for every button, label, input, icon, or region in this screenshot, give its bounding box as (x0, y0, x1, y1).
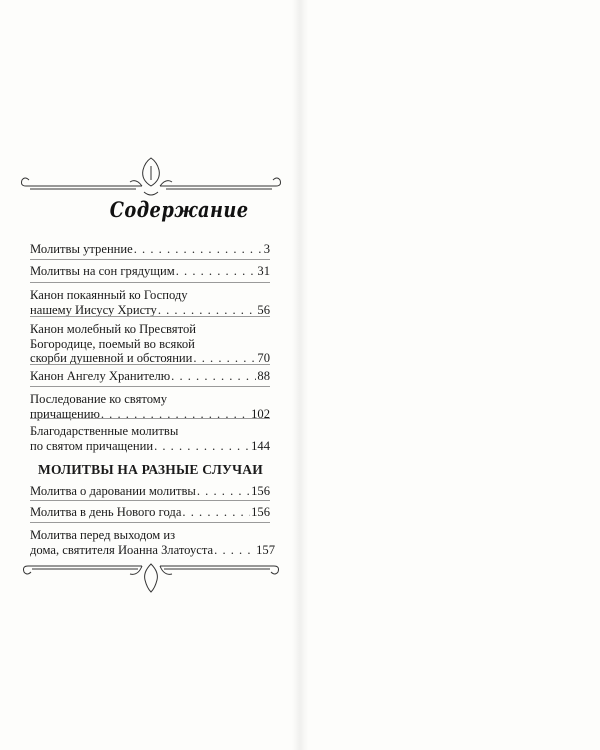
page-ref: 88 (257, 369, 270, 383)
page-ref: 70 (257, 351, 270, 365)
bottom-ornament-left (20, 560, 282, 600)
toc-entry: Канон покаянный ко Господу нашему Иисусу Христу . . . 56 (30, 288, 270, 317)
entry-divider (30, 282, 270, 283)
page-ref: 144 (251, 438, 270, 453)
entry-divider (30, 500, 270, 501)
page-ref: 157 (256, 542, 275, 557)
page-ref: 3 (263, 242, 270, 256)
entry-divider (30, 386, 270, 387)
toc-entry: Последование ко святому причащению . . . 102 (30, 392, 270, 421)
entry-divider (30, 364, 270, 365)
page-ref: 102 (251, 406, 270, 421)
toc-entry: Молитвы утренние . . . 3 (30, 242, 270, 257)
dot-leader (197, 484, 250, 499)
dot-leader (158, 303, 257, 318)
dot-leader (154, 439, 250, 454)
entry-divider (30, 418, 270, 419)
toc-entry: Молитвы на сон грядущим . . . 31 (30, 264, 270, 279)
toc-entry: Молитва о даровании молитвы . . . 156 (30, 484, 270, 499)
page-ref: 156 (251, 505, 270, 519)
entry-divider (30, 259, 270, 260)
dot-leader (134, 242, 263, 257)
toc-entry: Молитва в день Нового года . . . 156 (30, 505, 270, 520)
toc-entry: Благодарственные молитвы по святом причащении . . . 144 (30, 424, 270, 453)
page-ref: 31 (257, 264, 270, 278)
dot-leader (214, 543, 255, 558)
toc-entry: Канон Ангелу Хранителю . . . 88 (30, 369, 270, 384)
top-ornament-left (20, 156, 282, 200)
section-title: МОЛИТВЫ НА РАЗНЫЕ СЛУЧАИ (38, 462, 263, 477)
page-ref: 56 (257, 302, 270, 317)
toc-entry: Канон молебный ко Пресвятой Богородице, поемый во всякой скорби душевной и обстоянии . . . 70 (30, 322, 270, 366)
dot-leader (176, 264, 257, 279)
dot-leader (171, 369, 256, 384)
entry-divider (30, 316, 270, 317)
entry-divider (30, 522, 270, 523)
toc-entry: Молитва перед выходом из дома, святителя Иоанна Златоуста . . . 157 (30, 528, 275, 557)
right-page (300, 0, 600, 750)
toc-heading: Содержание (109, 197, 249, 222)
dot-leader (182, 505, 250, 520)
page-ref: 156 (251, 484, 270, 498)
